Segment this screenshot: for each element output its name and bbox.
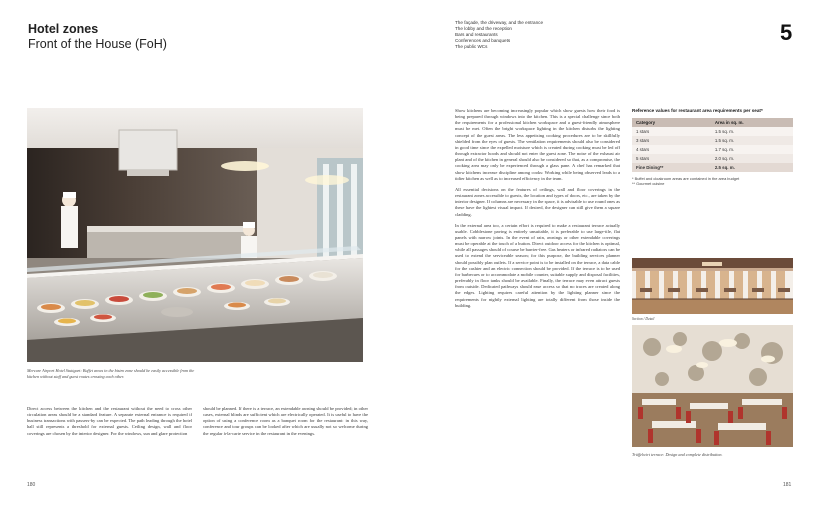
buffet-photo [27,108,363,362]
table-title: Reference values for restaurant area requirements per seat* [632,108,763,113]
table-notes [632,176,793,186]
terrace-caption: Trüffelwirt terrace: Design and complete distribution. [632,452,723,457]
body-paragraph: In the external area too, a certain effort is required to make a restaurant terrace actually usable. Cobblestone paving is entirely unsuitable, it is preferable to use large-tile, flat panels with narrow joints. In the event of rain, awnings or other extendable coverings must be operable at the touch of a button. Direct outdoor access for the kitchen is optimal, while all passages should of course be barrier-free. Gas heaters or infrared radiators can be used to extend the serviceable season; for this purpose, the building services planner should possibly plan outlets. If a service point is to be installed on the terrace, a data cable for the cashier and an electric connection should be provided. If the terrace is to be used for barbecues or to accommodate a mobile counter, suitable supply and disposal facilities, preferably in floor tanks should be available. Finally, the terrace may even attract guests from outside. Dedicated pathways should ease access so that no traces are created along the edges. Lighting requires careful attention by the lighting planner since the requirements for nightly external lighting are totally different from those inside the building. [455,222,620,308]
reference-table [632,118,793,172]
nav-item: Conferences and banquets [455,38,511,43]
table-cell: 2.5 sq. m. [711,163,793,172]
table-cell: 1.5 sq. m. [711,136,793,145]
table-header-row [632,118,793,127]
section-drawing [632,258,793,314]
table-row [632,145,793,154]
table-row [632,136,793,145]
body-paragraph: Show kitchens are becoming increasingly popular which show guests how their food is being prepared through windows into the kitchen. This is a special challenge since both the requirements for a professional kitchen workspace and a guest-friendly atmosphere must be met. Often the bright workspace lighting in the kitchen disturbs the lighting concept of the guest areas. The less appetising cooking procedures are to be skillfully shielded from the eyes of guests. The ventilation requirements should also be considered in good time since the expelled moisture which is created during cooking must be led off through extractor hoods and should not enter the guest zone. The noise of the exhaust air plant and of the kitchen in general should also be considered so that, as a compromise, the cooking area may only be experienced through a glass pane. A chef has remarked that show kitchens increase discipline among cooks: Working while being observed leads to a tidier kitchen as well as to increased efficiency in the team. [455,108,620,181]
table-row [632,127,793,136]
nav-item: The public WCs [455,44,488,49]
body-paragraph: Direct access between the kitchen and the restaurant without the need to cross other circulation areas should be a standard feature. A separate external entrance is required if business transactions with passers-by can be expected. The path leading through the hotel hall still represents a threshold for external guests. Ceiling design, wall and floor coverings are chosen by the interior designer. For the windows, sun and glare protection [27,406,192,436]
table-note: * Buffet and cloakroom areas are contained in the area budget [632,176,740,181]
table-cell: 5 stars [632,154,711,163]
table-cell: 1.5 sq. m. [711,127,793,136]
table-cell: 2.0 sq. m. [711,154,793,163]
page-number-right: 181 [783,482,792,488]
table-cell: 1.7 sq. m. [711,145,793,154]
chapter-nav [455,20,543,50]
nav-item: The façade, the driveway, and the entrance [455,20,544,25]
nav-item: Bars and restaurants [455,32,498,37]
page-number-left: 180 [27,482,36,488]
table-row [632,154,793,163]
table-header-cell: Category [632,118,711,127]
table-cell: 3 stars [632,136,711,145]
drawing-caption: Section / Detail [632,317,655,321]
right-text-column [455,108,620,314]
table-cell: 1 stars [632,127,711,136]
nav-item: The lobby and the reception [455,26,512,31]
reference-table-block [632,108,793,186]
restaurant-section-drawing [632,258,793,314]
table-cell: 4 stars [632,145,711,154]
left-column-1 [27,406,192,442]
page-subtitle: Front of the House (FoH) [28,37,167,51]
photo-caption: Mercure Airport Hotel Stuttgart: Buffet areas in the bistro zone should be easily accessible from the kitchen without staff and guest routes crossing each other. [27,368,195,379]
table-row [632,163,793,172]
left-column-2 [203,406,368,442]
body-paragraph: should be planned. If there is a terrace, an extendable awning should be provided; in other cases, external blinds are sufficient which are electrically operated. It is useful to have the option of using a conference room as a banquet room for the restaurant: in this way, conference and tour groups can be looked after which are usually not so welcome during the regular à-la-carte service in the restaurant in the evenings. [203,406,368,436]
table-note: ** Gourmet cuisine [632,181,665,186]
body-paragraph: All essential decisions on the features of ceilings, wall and floor coverings in the restaurant zones accessible to guests, the location and types of doors, etc., are taken by the interior designer. If columns are necessary in the space, it is advisable to use round ones as these have the lightest visual impact. If desired, the designer can still give them a square cladding. [455,186,620,217]
terrace-illustration [632,325,793,447]
page-title: Hotel zones [28,22,99,36]
terrace-photo [632,325,793,447]
buffet-illustration [27,108,363,362]
chapter-number: 5 [780,20,793,45]
table-cell: Fine Dining** [632,163,711,172]
table-header-cell: Area in sq. m. [711,118,793,127]
